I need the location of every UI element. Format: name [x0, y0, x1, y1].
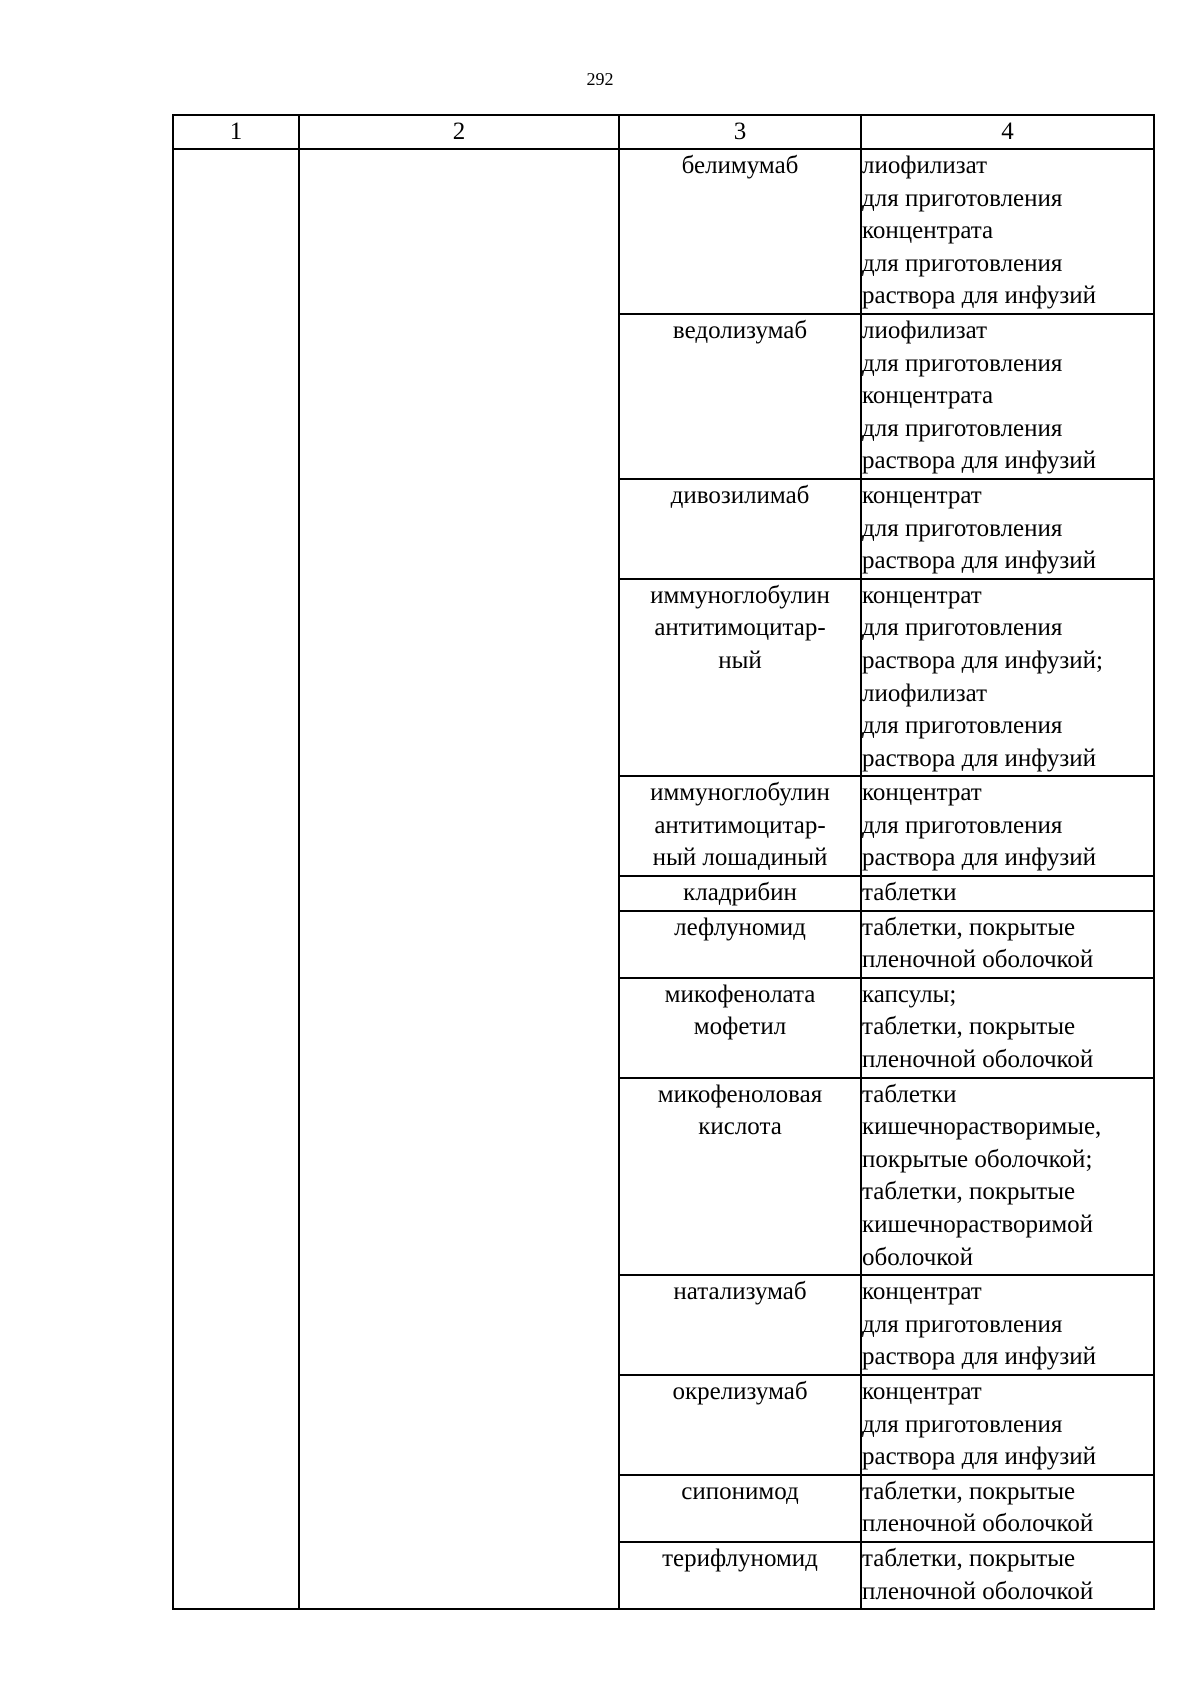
drug-name-cell: лефлуномид — [619, 911, 861, 978]
drug-name-cell: дивозилимаб — [619, 479, 861, 579]
group-code-cell — [173, 149, 299, 1609]
dosage-form-cell: таблетки кишечнорастворимые, покрытые оболочкой; таблетки, покрытые кишечнорастворимой оболочкой — [861, 1078, 1154, 1276]
dosage-form-cell: концентрат для приготовления раствора для инфузий — [861, 1375, 1154, 1475]
drug-name-cell: терифлуномид — [619, 1542, 861, 1609]
group-name-cell — [299, 149, 619, 1609]
dosage-form-cell: лиофилизат для приготовления концентрата для приготовления раствора для инфузий — [861, 314, 1154, 479]
dosage-form-cell: таблетки, покрытые пленочной оболочкой — [861, 1475, 1154, 1542]
dosage-form-cell: концентрат для приготовления раствора для инфузий — [861, 479, 1154, 579]
header-col-3: 3 — [619, 115, 861, 149]
header-col-1: 1 — [173, 115, 299, 149]
drug-name-cell: иммуноглобулин антитимоцитар- ный — [619, 579, 861, 777]
header-row — [173, 115, 1154, 149]
dosage-form-cell: таблетки, покрытые пленочной оболочкой — [861, 1542, 1154, 1609]
dosage-form-cell: концентрат для приготовления раствора для инфузий; лиофилизат для приготовления раствора для инфузий — [861, 579, 1154, 777]
drug-name-cell: окрелизумаб — [619, 1375, 861, 1475]
drug-name-cell: кладрибин — [619, 876, 861, 911]
table-body — [173, 115, 1154, 1609]
header-col-4: 4 — [861, 115, 1154, 149]
table-row — [173, 149, 1154, 314]
medication-table — [172, 114, 1155, 1610]
dosage-form-cell: таблетки, покрытые пленочной оболочкой — [861, 911, 1154, 978]
page-number: 292 — [586, 69, 614, 89]
drug-name-cell: натализумаб — [619, 1275, 861, 1375]
dosage-form-cell: концентрат для приготовления раствора для инфузий — [861, 1275, 1154, 1375]
drug-name-cell: ведолизумаб — [619, 314, 861, 479]
drug-name-cell: микофенолата мофетил — [619, 978, 861, 1078]
drug-name-cell: сипонимод — [619, 1475, 861, 1542]
dosage-form-cell: капсулы; таблетки, покрытые пленочной оболочкой — [861, 978, 1154, 1078]
drug-name-cell: микофеноловая кислота — [619, 1078, 861, 1276]
dosage-form-cell: концентрат для приготовления раствора для инфузий — [861, 776, 1154, 876]
drug-name-cell: белимумаб — [619, 149, 861, 314]
dosage-form-cell: лиофилизат для приготовления концентрата для приготовления раствора для инфузий — [861, 149, 1154, 314]
dosage-form-cell: таблетки — [861, 876, 1154, 911]
header-col-2: 2 — [299, 115, 619, 149]
drug-name-cell: иммуноглобулин антитимоцитар- ный лошадиный — [619, 776, 861, 876]
